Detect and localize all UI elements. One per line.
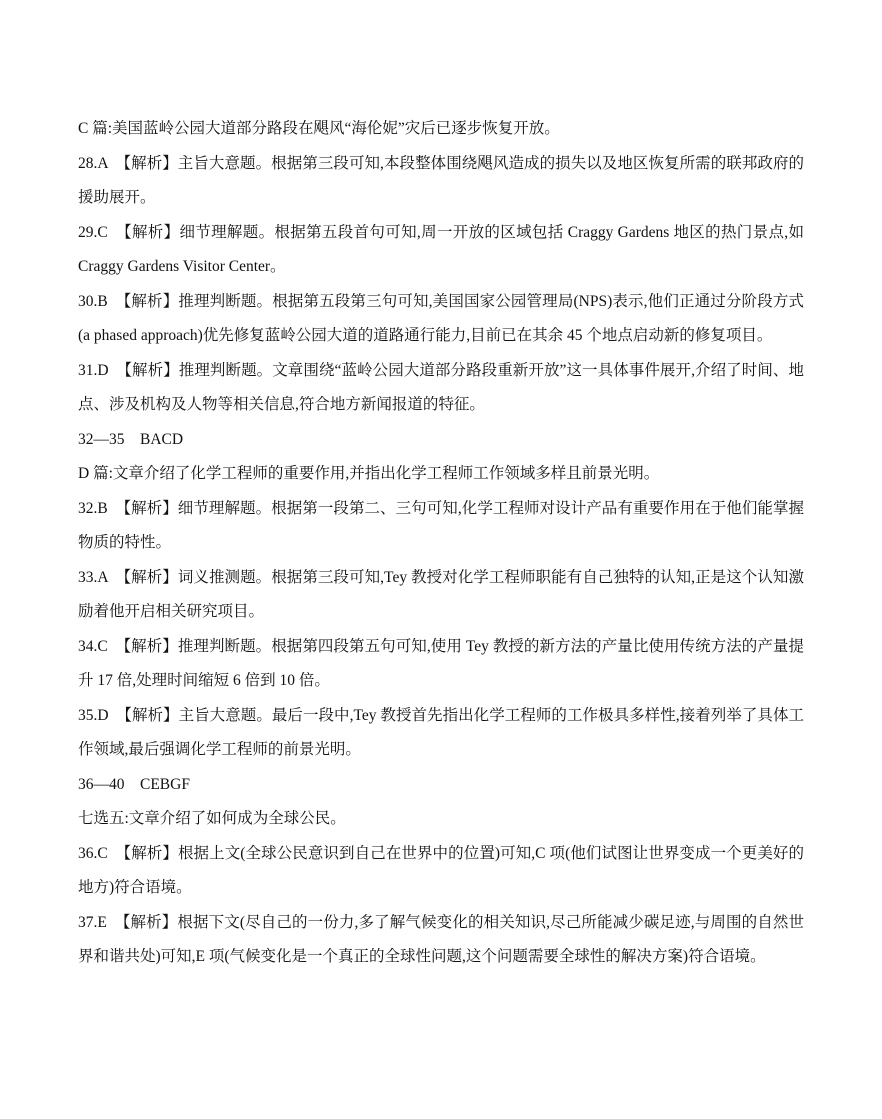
answer-28: 28.A 【解析】主旨大意题。根据第三段可知,本段整体围绕飓风造成的损失以及地区恢复所需的联邦政府的援助展开。 <box>78 154 804 206</box>
answer-key-36-40: 36—40 CEBGF <box>78 775 190 793</box>
answer-37: 37.E 【解析】根据下文(尽自己的一份力,多了解气候变化的相关知识,尽己所能减少碳足迹,与周围的自然世界和谐共处)可知,E 项(气候变化是一个真正的全球性问题,这个问题需要全球性的解决方案)符合语境。 <box>78 913 804 965</box>
answer-29: 29.C 【解析】细节理解题。根据第五段首句可知,周一开放的区域包括 Craggy Gardens 地区的热门景点,如 Craggy Gardens Visitor Center。 <box>78 223 804 275</box>
answer-34: 34.C 【解析】推理判断题。根据第四段第五句可知,使用 Tey 教授的新方法的产量比使用传统方法的产量提升 17 倍,处理时间缩短 6 倍到 10 倍。 <box>78 637 804 689</box>
answer-36: 36.C 【解析】根据上文(全球公民意识到自己在世界中的位置)可知,C 项(他们试图让世界变成一个更美好的地方)符合语境。 <box>78 844 804 896</box>
answer-30: 30.B 【解析】推理判断题。根据第五段第三句可知,美国国家公园管理局(NPS)表示,他们正通过分阶段方式(a phased approach)优先修复蓝岭公园大道的道路通行能力,目前已在其余 45 个地点启动新的修复项目。 <box>78 292 804 344</box>
passage-d-summary: D 篇:文章介绍了化学工程师的重要作用,并指出化学工程师工作领域多样且前景光明。 <box>78 465 660 482</box>
answer-explanations <box>78 112 804 975</box>
answer-31: 31.D 【解析】推理判断题。文章围绕“蓝岭公园大道部分路段重新开放”这一具体事件展开,介绍了时间、地点、涉及机构及人物等相关信息,符合地方新闻报道的特征。 <box>78 361 804 413</box>
answer-key-32-35: 32—35 BACD <box>78 430 184 448</box>
answer-35: 35.D 【解析】主旨大意题。最后一段中,Tey 教授首先指出化学工程师的工作极具多样性,接着列举了具体工作领域,最后强调化学工程师的前景光明。 <box>78 706 804 758</box>
answer-32: 32.B 【解析】细节理解题。根据第一段第二、三句可知,化学工程师对设计产品有重要作用在于他们能掌握物质的特性。 <box>78 499 804 551</box>
passage-c-summary: C 篇:美国蓝岭公园大道部分路段在飓风“海伦妮”灾后已逐步恢复开放。 <box>78 120 560 137</box>
answer-33: 33.A 【解析】词义推测题。根据第三段可知,Tey 教授对化学工程师职能有自己独特的认知,正是这个认知激励着他开启相关研究项目。 <box>78 568 804 620</box>
seven-choose-five-summary: 七选五:文章介绍了如何成为全球公民。 <box>78 810 346 827</box>
